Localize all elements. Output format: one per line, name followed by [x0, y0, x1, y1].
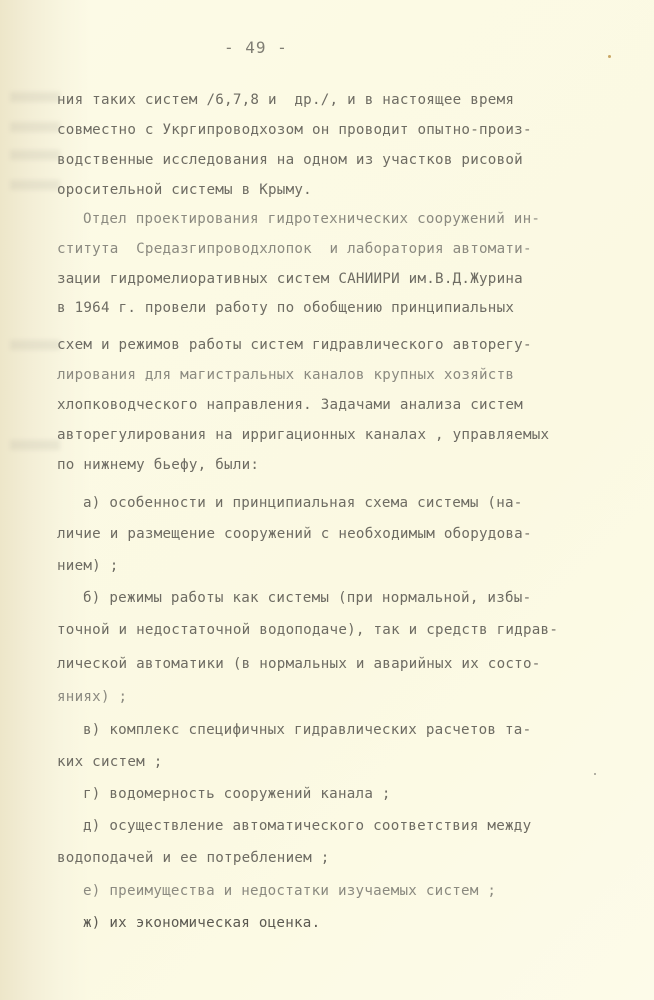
- list-item-e: е) преимущества и недостатки изучаемых систем ;: [83, 883, 497, 899]
- bleed-through-mark: [10, 180, 60, 190]
- list-item-g: г) водомерность сооружений канала ;: [83, 786, 391, 802]
- list-item-zh: ж) их экономическая оценка.: [83, 915, 321, 931]
- text-line: водоподачей и ее потреблением ;: [57, 850, 330, 866]
- text-line: в 1964 г. провели работу по обобщению принципиальных: [57, 300, 515, 316]
- bleed-through-mark: [10, 440, 60, 450]
- paragraph-start-line: Отдел проектирования гидротехнических сооружений ин-: [83, 211, 541, 227]
- text-line: нием) ;: [57, 558, 119, 574]
- text-line: ститута Средазгипроводхлопок и лаборатория автомати-: [57, 241, 532, 257]
- list-item-d: д) осуществление автоматического соответствия между: [83, 818, 532, 834]
- bleed-through-mark: [10, 92, 60, 102]
- list-item-b: б) режимы работы как системы (при нормальной, избы-: [83, 590, 532, 606]
- text-line: яниях) ;: [57, 689, 128, 705]
- text-line: лирования для магистральных каналов крупных хозяйств: [57, 367, 515, 383]
- list-item-a: а) особенности и принципиальная схема системы (на-: [83, 495, 523, 511]
- text-line: точной и недостаточной водоподаче), так и средств гидрав-: [57, 622, 559, 638]
- text-line: совместно с Укргипроводхозом он проводит опытно-произ-: [57, 122, 532, 138]
- text-line: ния таких систем /6,7,8 и др./, и в настоящее время: [57, 92, 515, 108]
- bleed-through-mark: [10, 150, 60, 160]
- text-line: водственные исследования на одном из участков рисовой: [57, 152, 523, 168]
- bleed-through-mark: [10, 340, 60, 350]
- text-line: авторегулирования на ирригационных каналах , управляемых: [57, 427, 550, 443]
- text-line: зации гидромелиоративных систем САНИИРИ им.В.Д.Журина: [57, 271, 523, 287]
- text-line: личие и размещение сооружений с необходимым оборудова-: [57, 526, 532, 542]
- text-line: по нижнему бьефу, были:: [57, 457, 260, 473]
- text-line: хлопководческого направления. Задачами анализа систем: [57, 397, 523, 413]
- text-line: оросительной системы в Крыму.: [57, 182, 312, 198]
- text-line: схем и режимов работы систем гидравлического авторегу-: [57, 337, 532, 353]
- list-item-v: в) комплекс специфичных гидравлических расчетов та-: [83, 722, 532, 738]
- bleed-through-mark: [10, 122, 60, 132]
- page-number: - 49 -: [224, 38, 288, 57]
- text-line: лической автоматики (в нормальных и аварийных их состо-: [57, 656, 541, 672]
- text-line: ких систем ;: [57, 754, 163, 770]
